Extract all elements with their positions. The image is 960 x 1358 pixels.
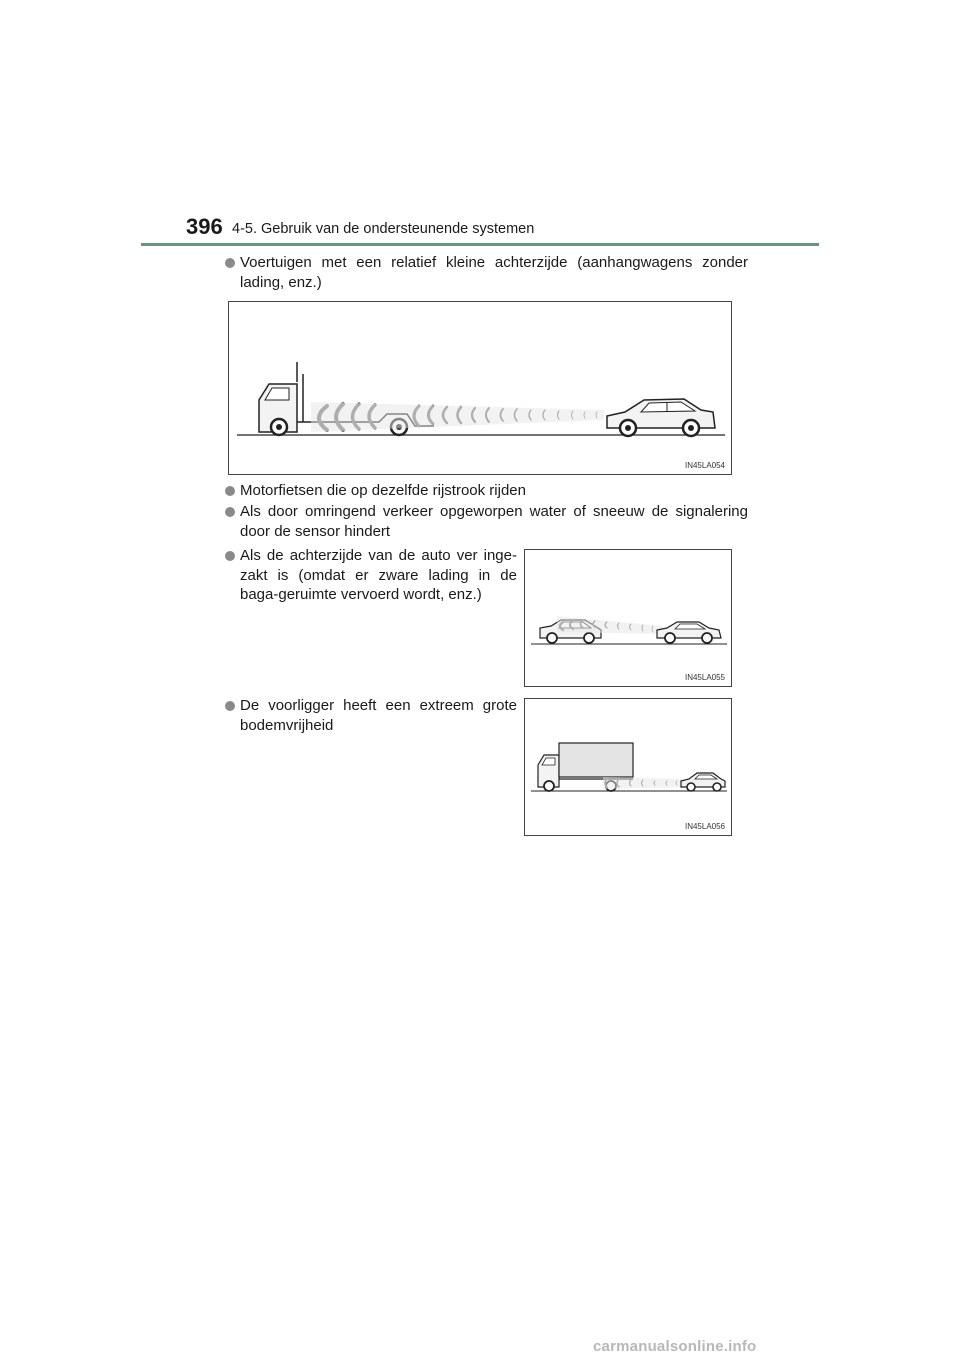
- bullet-item: [240, 481, 748, 501]
- bullet-text: Voertuigen met een relatief kleine achterzijde (aanhangwagens zonder lading, enz.): [240, 254, 748, 291]
- sagging-rear-illustration: [525, 550, 731, 686]
- bullet-dot-icon: [225, 486, 235, 496]
- page-number: 396: [186, 214, 223, 239]
- bullet-dot-icon: [225, 551, 235, 561]
- figure-id: IN45LA056: [684, 822, 725, 831]
- high-clearance-illustration: [525, 699, 731, 835]
- bullet-dot-icon: [225, 701, 235, 711]
- bullet-item: [240, 546, 517, 605]
- header-rule: [141, 243, 819, 246]
- bullet-item: [240, 502, 748, 541]
- section-title: 4-5. Gebruik van de ondersteunende systemen: [232, 221, 535, 237]
- bullet-text: Motorfietsen die op dezelfde rijstrook rijden: [240, 482, 526, 499]
- figure-trailer: [228, 301, 732, 475]
- trailer-illustration: [229, 302, 731, 474]
- figure-id: IN45LA054: [684, 461, 725, 470]
- bullet-dot-icon: [225, 258, 235, 268]
- figure-sagging-rear: [524, 549, 732, 687]
- footer-watermark: carmanualsonline.info: [593, 1338, 757, 1355]
- figure-id: IN45LA055: [684, 673, 725, 682]
- bullet-item: [240, 696, 517, 735]
- bullet-text: Als de achterzijde van de auto ver inge-zakt is (omdat er zware lading in de baga-geruimte vervoerd wordt, enz.): [240, 547, 517, 603]
- bullet-item: [240, 253, 748, 292]
- bullet-text: De voorligger heeft een extreem grote bodemvrijheid: [240, 697, 517, 734]
- bullet-text: Als door omringend verkeer opgeworpen water of sneeuw de signalering door de sensor hindert: [240, 503, 748, 540]
- bullet-dot-icon: [225, 507, 235, 517]
- figure-high-clearance: [524, 698, 732, 836]
